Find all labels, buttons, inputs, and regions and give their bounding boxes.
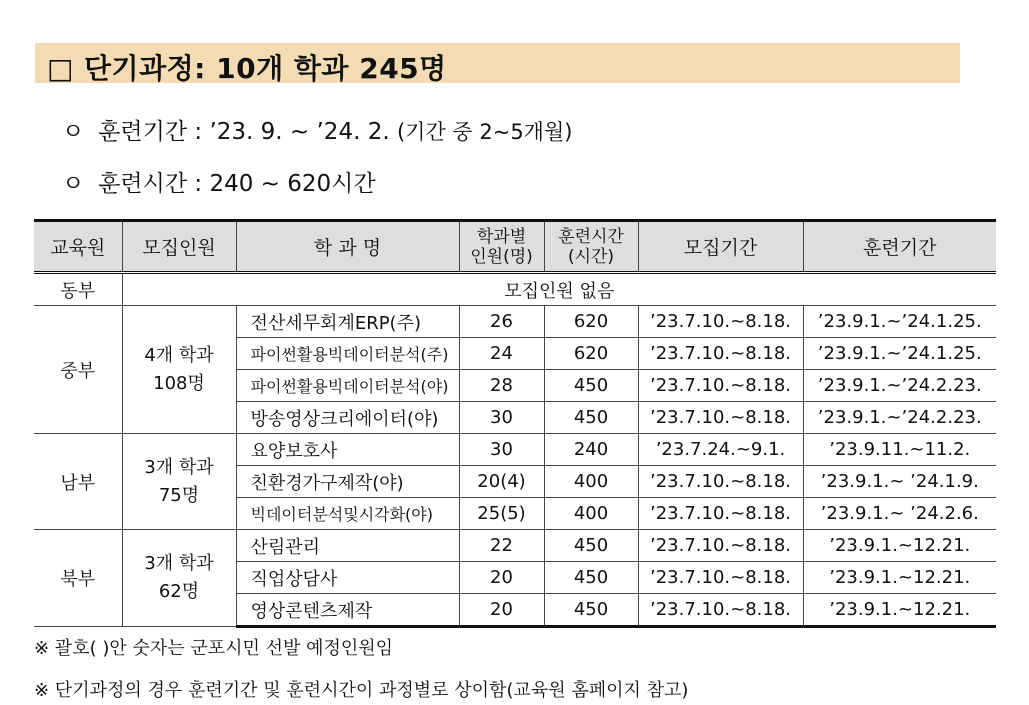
course-count: 24 <box>459 338 544 370</box>
course-name: 직업상담사 <box>236 562 459 594</box>
course-recruit-period: ’23.7.24.~9.1. <box>638 434 803 466</box>
table-header-row <box>34 221 996 273</box>
course-hours: 240 <box>544 434 638 466</box>
course-recruit-period: ’23.7.10.~8.18. <box>638 594 803 627</box>
header-hours <box>544 221 638 273</box>
bullet-circle-icon: ㅇ <box>62 171 85 197</box>
course-recruit-period: ’23.7.10.~8.18. <box>638 530 803 562</box>
recruit-south-people: 75명 <box>158 484 200 506</box>
training-hours-text: 훈련시간 : 240 ~ 620시간 <box>98 171 376 197</box>
course-training-period: ’23.9.1.~’24.1.25. <box>803 338 996 370</box>
course-hours: 450 <box>544 370 638 402</box>
course-count: 20 <box>459 562 544 594</box>
course-recruit-period: ’23.7.10.~8.18. <box>638 498 803 530</box>
center-south: 남부 <box>34 434 122 530</box>
recruit-central-people: 108명 <box>153 372 205 394</box>
course-recruit-period: ’23.7.10.~8.18. <box>638 402 803 434</box>
course-count: 20(4) <box>459 466 544 498</box>
course-hours: 450 <box>544 594 638 627</box>
course-training-period: ’23.9.1.~’24.1.25. <box>803 306 996 338</box>
course-name: 영상콘텐츠제작 <box>236 594 459 627</box>
table-row-east <box>34 273 996 306</box>
course-recruit-period: ’23.7.10.~8.18. <box>638 466 803 498</box>
section-title-bar <box>35 43 960 83</box>
table-row <box>34 306 996 338</box>
course-recruit-period: ’23.7.10.~8.18. <box>638 338 803 370</box>
course-hours: 400 <box>544 466 638 498</box>
header-hours-line1: 훈련시간 <box>558 226 624 247</box>
center-east: 동부 <box>34 273 122 306</box>
course-training-period: ’23.9.1.~12.21. <box>803 594 996 627</box>
header-training-period: 훈련기간 <box>803 221 996 273</box>
course-hours: 450 <box>544 562 638 594</box>
recruit-north <box>122 530 236 627</box>
east-no-recruit: 모집인원 없음 <box>122 273 996 306</box>
header-per-course-line1: 학과별 <box>476 226 527 247</box>
course-training-period: ’23.9.1.~ ’24.1.9. <box>803 466 996 498</box>
recruit-north-people: 62명 <box>158 581 200 602</box>
recruit-north-courses: 3개 학과 <box>144 553 214 574</box>
header-center: 교육원 <box>34 221 122 273</box>
course-hours: 620 <box>544 306 638 338</box>
training-period-text: 훈련기간 : ’23. 9. ~ ’24. 2. <box>98 119 390 145</box>
recruit-south-courses: 3개 학과 <box>144 456 214 478</box>
center-north: 북부 <box>34 530 122 627</box>
course-name: 산림관리 <box>236 530 459 562</box>
course-recruit-period: ’23.7.10.~8.18. <box>638 562 803 594</box>
course-name: 빅데이터분석및시각화(야) <box>236 498 459 530</box>
recruit-central-courses: 4개 학과 <box>144 344 214 366</box>
course-count: 25(5) <box>459 498 544 530</box>
checkbox-square-icon: □ <box>47 52 74 85</box>
section-title-text: 단기과정: 10개 학과 245명 <box>83 52 447 85</box>
header-per-course-line2: 인원(명) <box>470 246 533 267</box>
course-recruit-period: ’23.7.10.~8.18. <box>638 370 803 402</box>
course-name: 파이썬활용빅데이터분석(주) <box>236 338 459 370</box>
footnote-parentheses: ※ 괄호( )안 숫자는 군포시민 선발 예정인원임 <box>34 638 394 659</box>
course-count: 30 <box>459 434 544 466</box>
header-per-course <box>459 221 544 273</box>
header-hours-line2: (시간) <box>567 246 615 267</box>
course-training-period: ’23.9.1.~ ’24.2.6. <box>803 498 996 530</box>
footnote-schedule: ※ 단기과정의 경우 훈련기간 및 훈련시간이 과정별로 상이함(교육원 홈페이지 참고) <box>34 680 689 701</box>
section-title <box>47 47 447 87</box>
course-hours: 450 <box>544 402 638 434</box>
course-hours: 450 <box>544 530 638 562</box>
course-name: 요양보호사 <box>236 434 459 466</box>
center-central: 중부 <box>34 306 122 434</box>
training-hours-bullet <box>62 165 376 198</box>
course-training-period: ’23.9.1.~12.21. <box>803 530 996 562</box>
table-row <box>34 530 996 562</box>
course-training-period: ’23.9.11.~11.2. <box>803 434 996 466</box>
training-period-bullet <box>62 113 572 146</box>
header-recruit-count: 모집인원 <box>122 221 236 273</box>
course-count: 30 <box>459 402 544 434</box>
course-name: 파이썬활용빅데이터분석(야) <box>236 370 459 402</box>
course-count: 20 <box>459 594 544 627</box>
course-recruit-period: ’23.7.10.~8.18. <box>638 306 803 338</box>
training-period-extra: (기간 중 2~5개월) <box>396 120 573 144</box>
recruit-central <box>122 306 236 434</box>
course-name: 방송영상크리에이터(야) <box>236 402 459 434</box>
course-training-period: ’23.9.1.~’24.2.23. <box>803 370 996 402</box>
course-count: 28 <box>459 370 544 402</box>
course-training-period: ’23.9.1.~12.21. <box>803 562 996 594</box>
course-hours: 400 <box>544 498 638 530</box>
table-row <box>34 434 996 466</box>
course-table <box>34 219 996 628</box>
course-name: 전산세무회계ERP(주) <box>236 306 459 338</box>
course-training-period: ’23.9.1.~’24.2.23. <box>803 402 996 434</box>
course-name: 친환경가구제작(야) <box>236 466 459 498</box>
course-hours: 620 <box>544 338 638 370</box>
header-recruit-period: 모집기간 <box>638 221 803 273</box>
course-count: 22 <box>459 530 544 562</box>
course-count: 26 <box>459 306 544 338</box>
recruit-south <box>122 434 236 530</box>
bullet-circle-icon: ㅇ <box>62 119 85 145</box>
header-course-name: 학 과 명 <box>236 221 459 273</box>
